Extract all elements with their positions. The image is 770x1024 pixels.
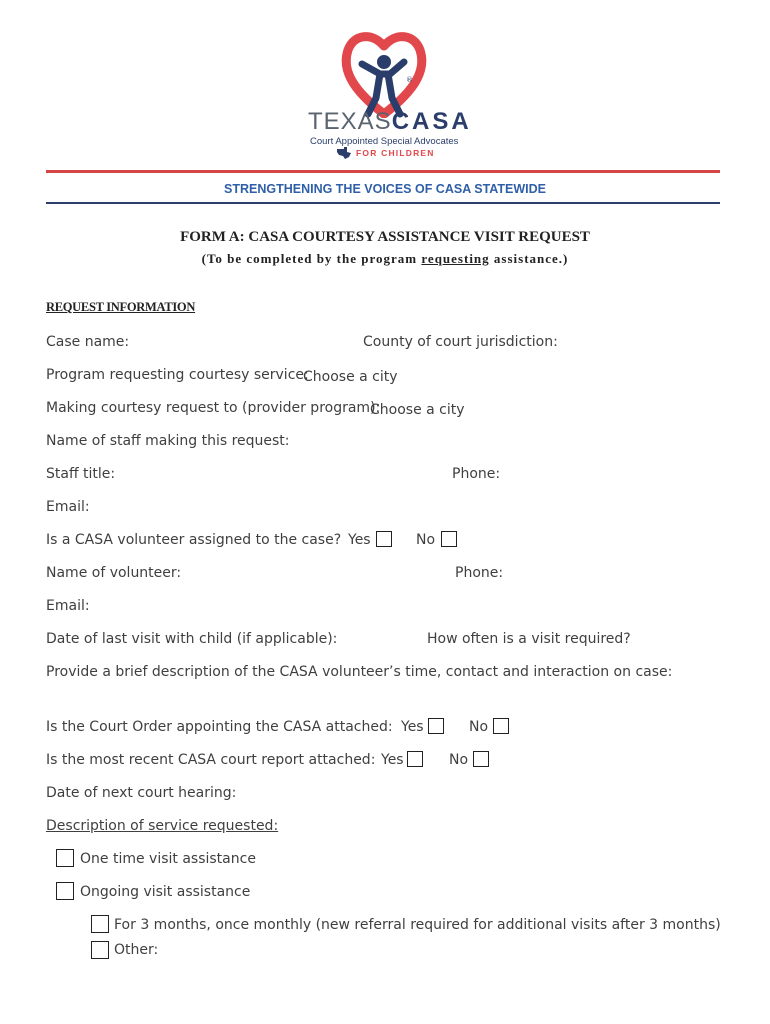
form-subtitle — [0, 251, 770, 267]
bottom-rule-navy — [46, 202, 720, 204]
other-checkbox[interactable] — [91, 941, 109, 959]
phone-label-1: Phone: — [452, 466, 501, 482]
heart-figure-icon — [300, 28, 470, 118]
court-report-no-label: No — [449, 752, 469, 768]
email-label-1: Email: — [46, 499, 90, 515]
court-order-no-label: No — [469, 719, 489, 735]
last-visit-label: Date of last visit with child (if applicable): — [46, 631, 338, 647]
form-title: FORM A: CASA COURTESY ASSISTANCE VISIT REQUEST — [180, 229, 590, 245]
staff-title-label: Staff title: — [46, 466, 116, 482]
service-heading: Description of service requested: — [46, 818, 279, 834]
logo-texas: TEXAS — [308, 108, 392, 135]
case-name-label: Case name: — [46, 334, 130, 350]
program-requesting-label: Program requesting courtesy service: — [46, 367, 309, 383]
logo-subtitle: Court Appointed Special Advocates — [310, 136, 459, 147]
provider-program-label: Making courtesy request to (provider program): — [46, 400, 381, 416]
texas-casa-logo — [300, 28, 470, 158]
county-label: County of court jurisdiction: — [363, 334, 558, 350]
court-order-no-checkbox[interactable] — [493, 718, 509, 734]
volunteer-assigned-no-label: No — [416, 532, 436, 548]
volunteer-assigned-yes-label: Yes — [348, 532, 371, 548]
court-report-no-checkbox[interactable] — [473, 751, 489, 767]
volunteer-assigned-yes-checkbox[interactable] — [376, 531, 392, 547]
registered-mark: ® — [406, 76, 413, 84]
volunteer-name-label: Name of volunteer: — [46, 565, 182, 581]
volunteer-assigned-no-checkbox[interactable] — [441, 531, 457, 547]
subtitle-pre: (To be completed by the program — [201, 251, 422, 266]
texas-star-icon — [336, 146, 352, 160]
section-heading: REQUEST INFORMATION — [46, 300, 196, 314]
staff-name-label: Name of staff making this request: — [46, 433, 290, 449]
court-report-yes-checkbox[interactable] — [407, 751, 423, 767]
court-report-label: Is the most recent CASA court report attached: — [46, 752, 376, 768]
ongoing-visit-label: Ongoing visit assistance — [80, 884, 251, 900]
court-order-label: Is the Court Order appointing the CASA attached: — [46, 719, 393, 735]
one-time-visit-checkbox[interactable] — [56, 849, 74, 867]
phone-label-2: Phone: — [455, 565, 504, 581]
court-report-yes-label: Yes — [381, 752, 404, 768]
logo-casa: CASA — [391, 108, 472, 135]
three-months-checkbox[interactable] — [91, 915, 109, 933]
statewide-banner: STRENGTHENING THE VOICES OF CASA STATEWIDE — [223, 182, 546, 196]
subtitle-requesting: requesting — [421, 251, 490, 266]
logo-wordmark — [308, 108, 472, 136]
volunteer-assigned-label: Is a CASA volunteer assigned to the case? — [46, 532, 342, 548]
provider-program-dropdown[interactable]: Choose a city — [370, 402, 465, 418]
description-label: Provide a brief description of the CASA volunteer’s time, contact and interaction on case: — [46, 664, 673, 680]
top-rule-red — [46, 170, 720, 173]
three-months-label: For 3 months, once monthly (new referral required for additional visits after 3 months) — [114, 917, 721, 933]
one-time-visit-label: One time visit assistance — [80, 851, 256, 867]
next-hearing-label: Date of next court hearing: — [46, 785, 237, 801]
visit-frequency-label: How often is a visit required? — [427, 631, 631, 647]
program-requesting-dropdown[interactable]: Choose a city — [303, 369, 398, 385]
court-order-yes-label: Yes — [401, 719, 424, 735]
logo-for-children: FOR CHILDREN — [356, 148, 435, 158]
ongoing-visit-checkbox[interactable] — [56, 882, 74, 900]
email-label-2: Email: — [46, 598, 90, 614]
subtitle-post: assistance.) — [489, 251, 569, 266]
court-order-yes-checkbox[interactable] — [428, 718, 444, 734]
other-label: Other: — [114, 942, 159, 958]
